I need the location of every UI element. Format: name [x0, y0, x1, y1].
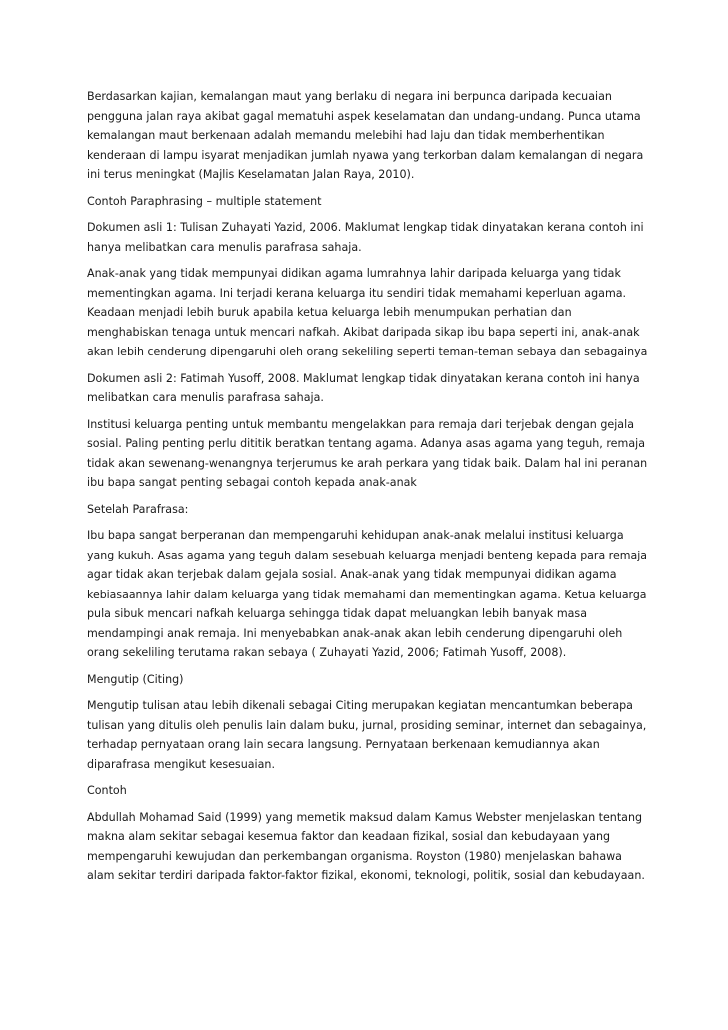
text-line: pula sibuk mencari nafkah keluarga sehingga tidak dapat meluangkan lebih banyak masa [87, 607, 588, 620]
text-line: ibu bapa sangat penting sebagai contoh kepada anak-anak [87, 476, 417, 489]
text-line: Contoh Paraphrasing – multiple statement [87, 194, 322, 208]
text-line: menghabiskan tenaga untuk mencari nafkah. Akibat daripada sikap ibu bapa seperti ini, anak-anak [87, 325, 640, 339]
text-line: makna alam sekitar sebagai kesemua faktor dan keadaan fizikal, sosial dan kebudayaan yang [87, 830, 611, 843]
paragraph [87, 526, 647, 663]
text-line: Abdullah Mohamad Said (1999) yang memetik maksud dalam Kamus Webster menjelaskan tentang [87, 810, 643, 824]
paragraph [87, 87, 643, 185]
text-line: Berdasarkan kajian, kemalangan maut yang berlaku di negara ini berpunca daripada kecuaian [87, 90, 612, 103]
paragraph [87, 696, 647, 774]
text-line: tulisan yang ditulis oleh penulis lain dalam buku, jurnal, prosiding seminar, internet dan sebagainya, [87, 718, 647, 732]
text-line: tidak akan sewenang-wenangnya terjerumus ke arah perkara yang tidak baik. Dalam hal ini peranan [87, 456, 648, 470]
paragraph [87, 781, 643, 801]
paragraph [87, 192, 643, 212]
paragraph [87, 369, 643, 408]
text-line: mendampingi anak remaja. Ini menyebabkan anak-anak akan lebih cenderung dipengaruhi oleh [87, 626, 623, 640]
text-line: sosial. Paling penting perlu dititik beratkan tentang agama. Adanya asas agama yang teguh, remaja [87, 437, 645, 450]
text-line: orang sekeliling terutama rakan sebaya ( Zuhayati Yazid, 2006; Fatimah Yusoff, 2008). [87, 646, 567, 659]
text-line: hanya melibatkan cara menulis parafrasa sahaja. [87, 240, 362, 254]
text-line: Anak-anak yang tidak mempunyai didikan agama lumrahnya lahir daripada keluarga yang tidak [87, 267, 621, 280]
paragraph [87, 670, 643, 690]
paragraph [87, 808, 643, 886]
paragraph [87, 500, 643, 520]
text-line: Contoh [87, 784, 127, 797]
paragraph [87, 218, 643, 257]
text-line: pengguna jalan raya akibat gagal mematuhi aspek keselamatan dan undang-undang. Punca utama [87, 109, 641, 123]
text-line: Keadaan menjadi lebih buruk apabila ketua keluarga lebih menumpukan perhatian dan [87, 306, 572, 319]
document-body [87, 87, 648, 893]
text-line: Mengutip tulisan atau lebih dikenali sebagai Citing merupakan kegiatan mencantumkan beberapa [87, 699, 633, 712]
text-line: kemalangan maut berkenaan adalah memandu melebihi had laju dan tidak memberhentikan [87, 129, 605, 142]
text-line: ini terus meningkat (Majlis Keselamatan Jalan Raya, 2010). [87, 168, 415, 181]
text-line: terhadap pernyataan orang lain secara langsung. Pernyataan berkenaan kemudiannya akan [87, 738, 600, 751]
text-line: Dokumen asli 2: Fatimah Yusoff, 2008. Maklumat lengkap tidak dinyatakan kerana contoh ini hanya [87, 371, 640, 385]
text-line: kenderaan di lampu isyarat menjadikan jumlah nyawa yang terkorban dalam kemalangan di negara [87, 148, 644, 162]
paragraph [87, 264, 648, 362]
text-line: agar tidak akan terjebak dalam gejala sosial. Anak-anak yang tidak mempunyai didikan agama [87, 568, 617, 581]
text-line: Institusi keluarga penting untuk membantu mengelakkan para remaja dari terjebak dengan gejala [87, 417, 634, 431]
text-line: alam sekitar terdiri daripada faktor-faktor fizikal, ekonomi, teknologi, politik, sosial dan kebudayaan. [87, 869, 645, 882]
text-line: Ibu bapa sangat berperanan dan mempengaruhi kehidupan anak-anak melalui institusi keluarga [87, 529, 624, 542]
text-line: Setelah Parafrasa: [87, 502, 189, 516]
text-line: yang kukuh. Asas agama yang teguh dalam sesebuah keluarga menjadi benteng kepada para remaja [87, 548, 647, 562]
text-line: kebiasaannya lahir dalam keluarga yang tidak memahami dan mementingkan agama. Ketua keluarga [87, 587, 647, 601]
text-line: akan lebih cenderung dipengaruhi oleh orang sekeliling seperti teman-teman sebaya dan sebagainya [87, 345, 648, 358]
text-line: Dokumen asli 1: Tulisan Zuhayati Yazid, 2006. Maklumat lengkap tidak dinyatakan kerana contoh ini [87, 221, 644, 234]
text-line: Mengutip (Citing) [87, 672, 184, 686]
text-line: mempengaruhi kewujudan dan perkembangan organisma. Royston (1980) menjelaskan bahawa [87, 849, 622, 863]
text-line: diparafrasa mengikut kesesuaian. [87, 757, 275, 771]
text-line: mementingkan agama. Ini terjadi kerana keluarga itu sendiri tidak memahami keperluan agama. [87, 286, 627, 300]
paragraph [87, 415, 648, 493]
text-line: melibatkan cara menulis parafrasa sahaja. [87, 391, 324, 404]
